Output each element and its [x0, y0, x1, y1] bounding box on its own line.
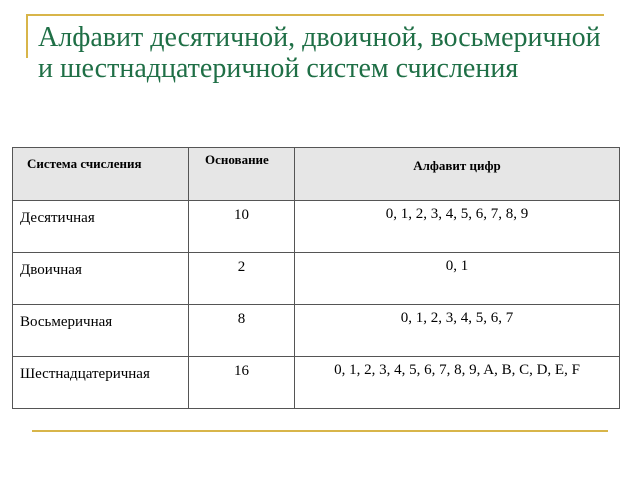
system-name: Двоичная — [20, 262, 82, 278]
system-name: Шестнадцатеричная — [20, 366, 150, 382]
alphabet-digits: 0, 1 — [445, 258, 469, 274]
system-name: Десятичная — [20, 210, 95, 226]
cell-base — [189, 253, 295, 305]
cell-base — [189, 305, 295, 357]
cell-alphabet — [295, 305, 620, 357]
cell-alphabet — [295, 253, 620, 305]
cell-alphabet — [295, 201, 620, 253]
header-cell-alphabet — [295, 148, 620, 201]
table-row — [13, 305, 620, 357]
table-row — [13, 201, 620, 253]
bottom-accent-line — [32, 430, 608, 432]
base-value: 8 — [237, 311, 246, 327]
slide-title: Алфавит десятичной, двоичной, восьмеричной и шестнадцатеричной систем счисления — [38, 22, 601, 84]
header-cell-system — [13, 148, 189, 201]
system-name: Восьмеричная — [20, 314, 113, 330]
table-row — [13, 357, 620, 409]
alphabet-digits: 0, 1, 2, 3, 4, 5, 6, 7, 8, 9, A, B, C, D, E, F — [334, 362, 580, 378]
header-label-system: Система счисления — [27, 156, 142, 171]
number-systems-table — [12, 147, 620, 409]
base-value: 2 — [237, 259, 246, 275]
cell-base — [189, 357, 295, 409]
left-accent-line — [26, 14, 28, 58]
alphabet-digits: 0, 1, 2, 3, 4, 5, 6, 7, 8, 9 — [385, 206, 529, 222]
cell-alphabet — [295, 357, 620, 409]
cell-system — [13, 253, 189, 305]
header-label-alphabet: Алфавит цифр — [413, 158, 501, 173]
cell-base — [189, 201, 295, 253]
base-value: 16 — [234, 363, 249, 379]
cell-system — [13, 357, 189, 409]
base-value: 10 — [234, 207, 249, 223]
table-header-row — [13, 148, 620, 201]
cell-system — [13, 305, 189, 357]
alphabet-digits: 0, 1, 2, 3, 4, 5, 6, 7 — [400, 310, 514, 326]
table-row — [13, 253, 620, 305]
header-cell-base — [189, 148, 295, 201]
cell-system — [13, 201, 189, 253]
top-accent-line — [26, 14, 604, 16]
header-label-base: Основание — [205, 152, 269, 167]
